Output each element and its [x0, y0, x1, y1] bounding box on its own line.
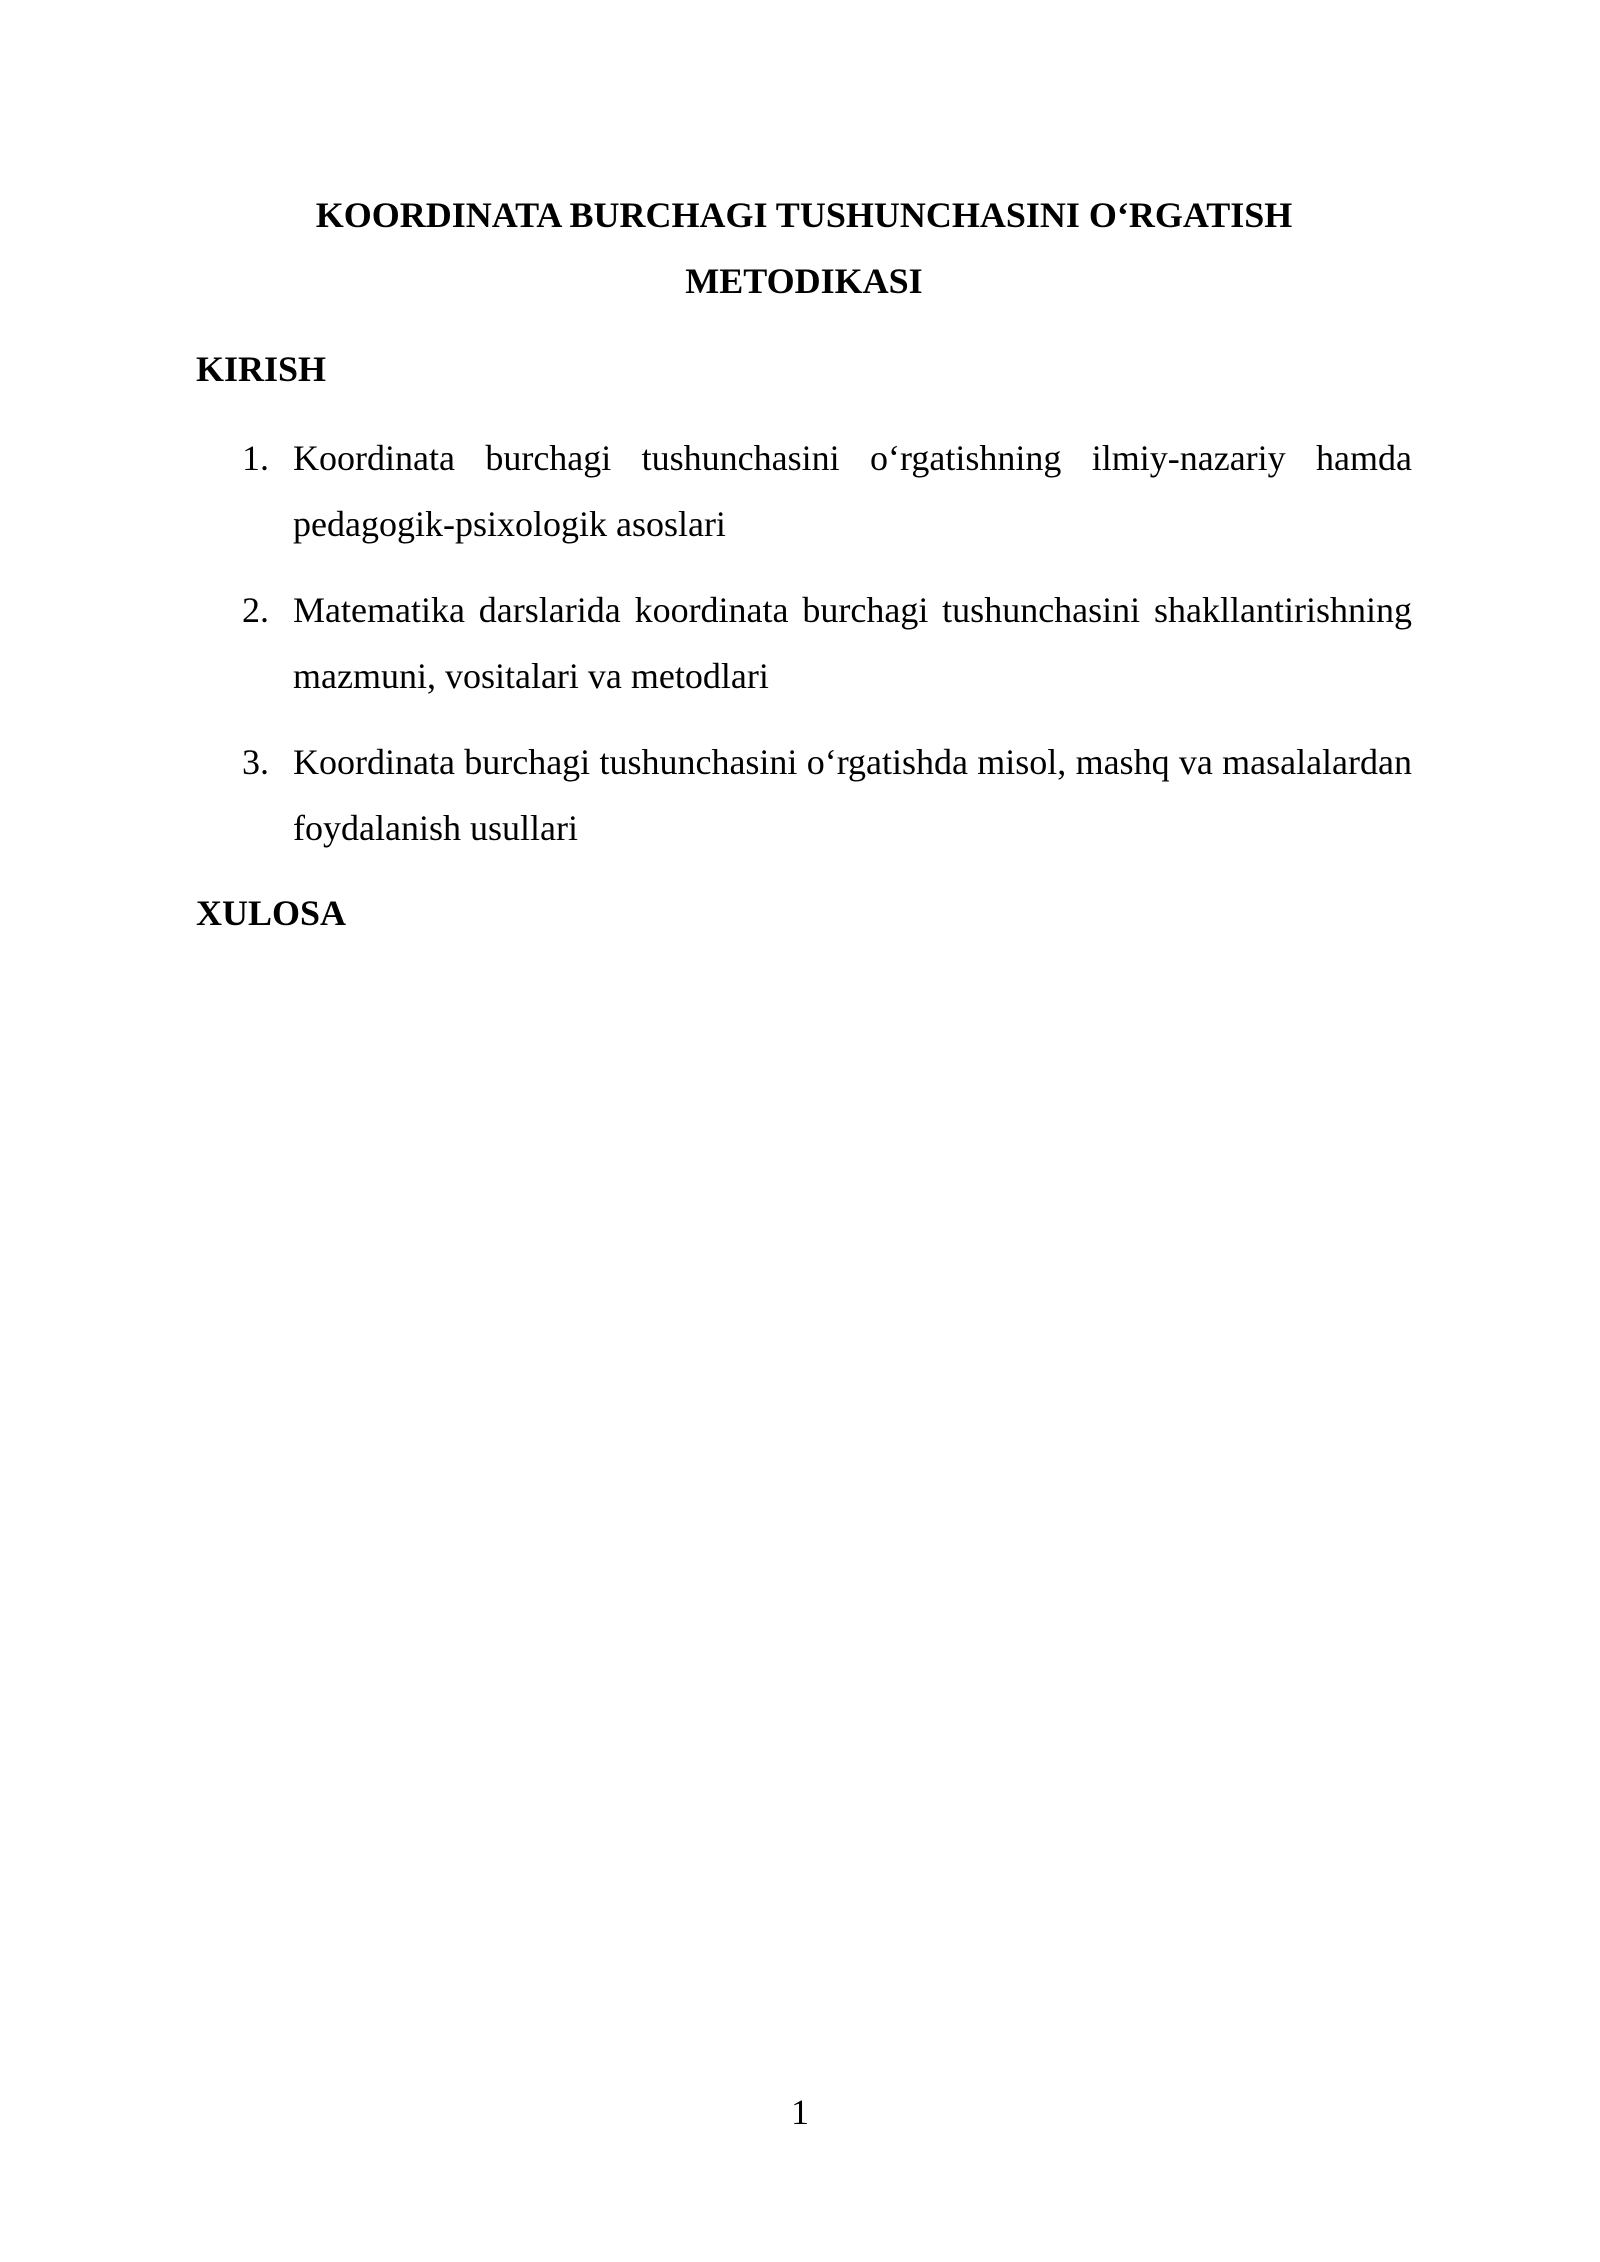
list-item-number: 2. [242, 590, 269, 630]
contents-list [196, 425, 1412, 881]
intro-heading: KIRISH [196, 349, 327, 389]
list-item-text: Koordinata burchagi tushunchasini o‘rgatishda misol, mashq va masalalardan foydalanish usullari [293, 742, 1412, 848]
page-number: 1 [791, 2092, 809, 2132]
document-title: KOORDINATA BURCHAGI TUSHUNCHASINI O‘RGATISH METODIKASI [315, 195, 1293, 301]
list-item-number: 1. [242, 438, 269, 478]
list-item [196, 425, 1412, 557]
list-item [196, 577, 1412, 709]
list-item-text: Koordinata burchagi tushunchasini o‘rgatishning ilmiy-nazariy hamda pedagogik-psixologik asoslari [293, 438, 1412, 544]
list-item [196, 729, 1412, 861]
conclusion-heading: XULOSA [196, 893, 347, 933]
list-item-number: 3. [242, 742, 269, 782]
list-item-text: Matematika darslarida koordinata burchagi tushunchasini shakllantirishning mazmuni, vositalari va metodlari [293, 590, 1412, 696]
